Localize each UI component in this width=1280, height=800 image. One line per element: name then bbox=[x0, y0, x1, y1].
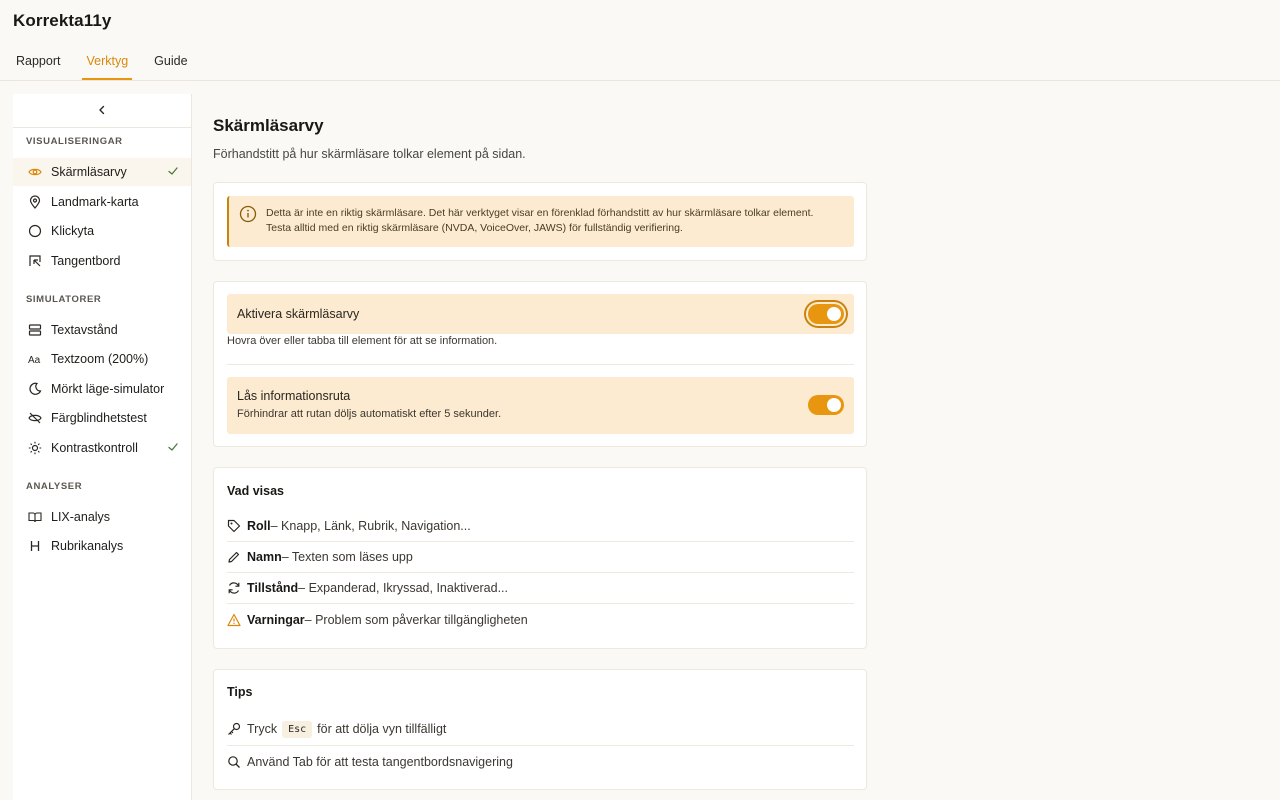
tip-text: Använd Tab för att testa tangentbordsnavigering bbox=[247, 754, 513, 769]
sidebar-item-kontrastkontroll[interactable] bbox=[13, 434, 191, 462]
sidebar-item-label: Klickyta bbox=[51, 224, 95, 238]
tip-text: för att dölja vyn tillfälligt bbox=[317, 722, 447, 736]
sidebar-item-skarmlasarvy[interactable] bbox=[13, 158, 191, 186]
moon-icon bbox=[27, 381, 43, 397]
sidebar-item-label: LIX-analys bbox=[51, 510, 111, 524]
page-subtitle: Förhandstitt på hur skärmläsare tolkar element på sidan. bbox=[213, 147, 526, 161]
sidebar-item-label: Textzoom (200%) bbox=[51, 352, 149, 366]
sidebar-item-klickyta[interactable] bbox=[13, 217, 191, 245]
card-title: Vad visas bbox=[227, 484, 284, 498]
section-simulatorer: SIMULATORER bbox=[26, 294, 102, 305]
tip-item bbox=[227, 713, 854, 746]
section-analyser: ANALYSER bbox=[26, 481, 83, 492]
toggle-row-aktivera bbox=[227, 294, 854, 334]
list-item bbox=[227, 604, 854, 635]
card-title: Tips bbox=[227, 685, 253, 699]
what-is-shown-card bbox=[213, 467, 867, 649]
sidebar-item-rubrikanalys[interactable] bbox=[13, 532, 191, 560]
collapse-sidebar-button[interactable] bbox=[13, 94, 191, 128]
term-desc: – Knapp, Länk, Rubrik, Navigation... bbox=[270, 519, 471, 533]
sidebar-item-label: Textavstånd bbox=[51, 323, 118, 337]
key-icon bbox=[227, 722, 241, 736]
check-icon bbox=[167, 165, 179, 180]
refresh-icon bbox=[227, 581, 241, 595]
search-icon bbox=[227, 755, 241, 769]
keyboard-focus-icon bbox=[27, 253, 43, 269]
section-visualiseringar: VISUALISERINGAR bbox=[26, 136, 123, 147]
toggle-label: Aktivera skärmläsarvy bbox=[237, 307, 360, 321]
sidebar-item-lix-analys[interactable] bbox=[13, 503, 191, 531]
term: Varningar bbox=[247, 612, 305, 627]
rows-icon bbox=[27, 322, 43, 338]
tab-rapport[interactable]: Rapport bbox=[16, 54, 61, 68]
aktivera-skarmlasarvy-toggle[interactable] bbox=[808, 304, 844, 324]
term: Roll bbox=[247, 519, 271, 533]
eye-off-icon bbox=[27, 410, 43, 426]
sidebar-item-textavstand[interactable] bbox=[13, 316, 191, 344]
sidebar-item-label: Tangentbord bbox=[51, 254, 121, 268]
svg-text:Aa: Aa bbox=[28, 355, 41, 366]
heading-icon bbox=[27, 538, 43, 554]
tab-guide[interactable]: Guide bbox=[154, 54, 188, 68]
toggle-description: Förhindrar att rutan döljs automatiskt efter 5 sekunder. bbox=[237, 408, 502, 420]
sun-icon bbox=[27, 440, 43, 456]
map-pin-icon bbox=[27, 194, 43, 210]
term-desc: – Problem som påverkar tillgängligheten bbox=[304, 612, 528, 627]
app-title: Korrekta11y bbox=[13, 11, 112, 30]
list-item bbox=[227, 511, 854, 542]
chevron-left-icon bbox=[97, 103, 107, 118]
notice-text: Detta är inte en riktig skärmläsare. Det här verktyget visar en förenklad förhandstitt av hur skärmläsare tolkar element. Testa alltid med en riktig skärmläsare (NVDA, VoiceOver, JAWS) för fullständig verifiering. bbox=[266, 207, 814, 234]
term-desc: – Texten som läses upp bbox=[281, 550, 413, 564]
page-title: Skärmläsarvy bbox=[213, 116, 324, 135]
pencil-icon bbox=[227, 550, 241, 564]
sidebar-item-tangentbord[interactable] bbox=[13, 247, 191, 275]
term: Namn bbox=[247, 550, 282, 564]
term: Tillstånd bbox=[247, 581, 299, 595]
warning-icon bbox=[227, 613, 241, 627]
tag-icon bbox=[227, 519, 241, 533]
sidebar-item-label: Landmark-karta bbox=[51, 195, 139, 209]
book-icon bbox=[27, 509, 43, 525]
toggle-hint: Hovra över eller tabba till element för att se information. bbox=[227, 335, 498, 347]
sidebar-item-morkt-lage[interactable] bbox=[13, 375, 191, 403]
sidebar-item-label: Rubrikanalys bbox=[51, 539, 124, 553]
list-item bbox=[227, 573, 854, 604]
circle-icon bbox=[27, 223, 43, 239]
divider bbox=[227, 364, 854, 365]
sidebar-item-landmark-karta[interactable] bbox=[13, 188, 191, 216]
toggle-label: Lås informationsruta bbox=[237, 389, 351, 403]
settings-card bbox=[213, 281, 867, 447]
sidebar-item-label: Mörkt läge-simulator bbox=[51, 382, 165, 396]
notice-card bbox=[213, 182, 867, 261]
app-header bbox=[0, 0, 1280, 81]
tips-card bbox=[213, 669, 867, 790]
check-icon bbox=[167, 441, 179, 456]
sidebar bbox=[13, 94, 192, 800]
sidebar-item-label: Skärmläsarvy bbox=[51, 165, 127, 179]
list-item bbox=[227, 542, 854, 573]
term-desc: – Expanderad, Ikryssad, Inaktiverad... bbox=[298, 581, 509, 595]
las-informationsruta-toggle[interactable] bbox=[808, 395, 844, 415]
sidebar-item-label: Färgblindhetstest bbox=[51, 411, 147, 425]
toggle-row-las bbox=[227, 377, 854, 434]
eye-icon bbox=[27, 164, 43, 180]
esc-key-badge: Esc bbox=[282, 721, 312, 738]
sidebar-item-label: Kontrastkontroll bbox=[51, 441, 138, 455]
sidebar-item-fargblindhetstest[interactable] bbox=[13, 404, 191, 432]
tip-item bbox=[227, 746, 854, 777]
main-tabs bbox=[0, 50, 198, 80]
sidebar-item-textzoom[interactable] bbox=[13, 345, 191, 373]
tab-verktyg[interactable]: Verktyg bbox=[86, 50, 128, 80]
disclaimer-notice bbox=[227, 196, 854, 247]
text-size-icon bbox=[27, 351, 43, 367]
info-icon bbox=[239, 205, 257, 226]
tip-text: Tryck bbox=[247, 722, 278, 736]
